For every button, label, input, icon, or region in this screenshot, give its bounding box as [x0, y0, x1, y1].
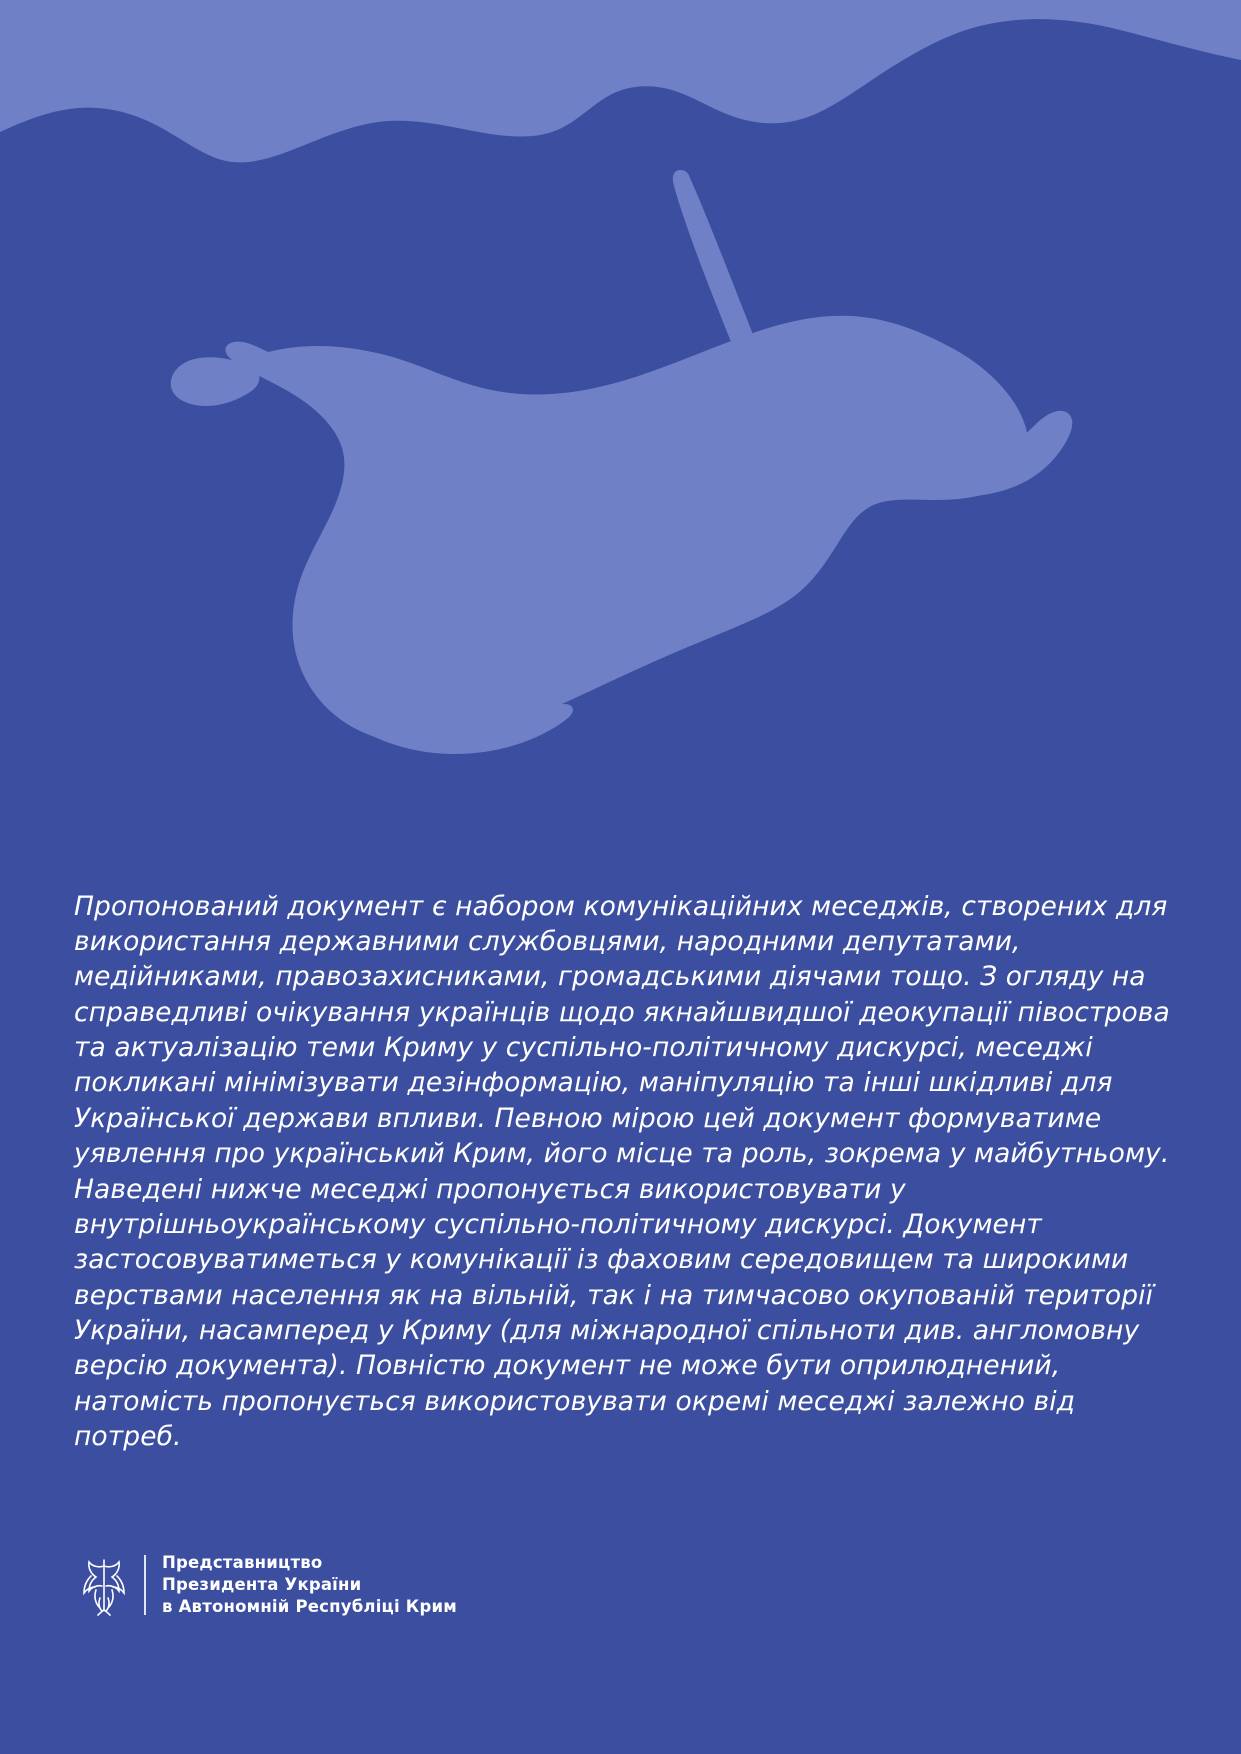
footer-line-2: Президента України [162, 1574, 362, 1594]
footer-logo-block [78, 1552, 457, 1618]
crimea-map-illustration [0, 0, 1241, 860]
footer-divider [144, 1555, 146, 1615]
footer-organization-name [162, 1552, 457, 1618]
ukraine-trident-emblem-icon [78, 1554, 130, 1616]
footer-line-3: в Автономній Республіці Крим [162, 1596, 457, 1616]
document-body-text: Пропонований документ є набором комунікаційних меседжів, створених для використання державними службовцями, народними депутатами, медійниками, правозахисниками, громадськими діячами тощо. З огляду на справедливі очікування українців щодо якнайшвидшої деокупації півострова та актуалізацію теми Криму у суспільно-політичному дискурсі, меседжі покликані мінімізувати дезінформацію, маніпуляцію та інші шкідливі для Української держави впливи. Певною мірою цей документ формуватиме уявлення про український Крим, його місце та роль, зокрема у майбутньому. Наведені нижче меседжі пропонується використовувати у внутрішньоукраїнському суспільно-політичному дискурсі. Документ застосовуватиметься у комунікації із фаховим середовищем та широкими верствами населення як на вільній, так і на тимчасово окупованій території України, насамперед у Криму (для міжнародної спільноти див. англомовну версію документа). Повністю документ не може бути оприлюднений, натомість пропонується використовувати окремі меседжі залежно від потреб. [74, 890, 1170, 1453]
footer-line-1: Представництво [162, 1553, 323, 1572]
